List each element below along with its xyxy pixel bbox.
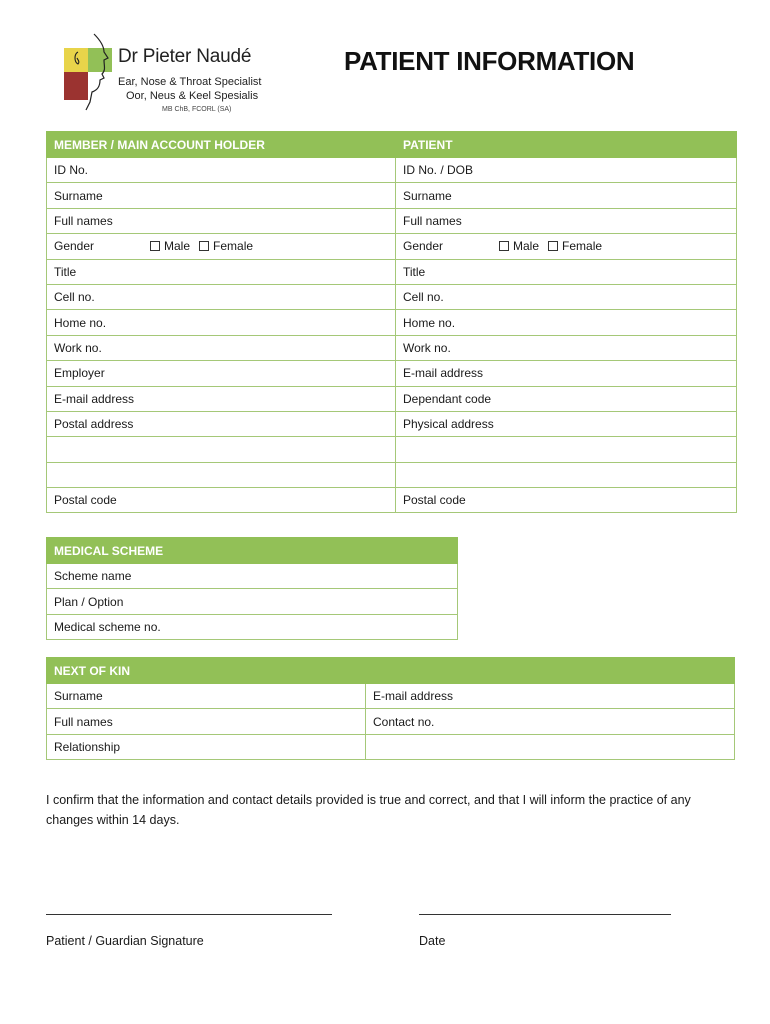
- patient-email-field[interactable]: E-mail address: [396, 361, 737, 386]
- member-postal-code-field[interactable]: Postal code: [47, 488, 396, 513]
- patient-gender-female-option[interactable]: [548, 239, 602, 253]
- member-patient-table: [46, 131, 737, 513]
- next-of-kin-header-blank-2: [477, 658, 735, 684]
- patient-gender-label: Gender: [403, 239, 444, 254]
- patient-address-line-2[interactable]: [396, 437, 737, 462]
- logo-subtitle-afrikaans: Oor, Neus & Keel Spesialis: [126, 90, 259, 102]
- checkbox-icon[interactable]: [499, 241, 509, 251]
- kin-relationship-field[interactable]: Relationship: [47, 734, 366, 759]
- logo-doctor-name: Dr Pieter Naudé: [118, 46, 252, 67]
- patient-surname-field[interactable]: Surname: [396, 183, 737, 208]
- checkbox-icon[interactable]: [199, 241, 209, 251]
- kin-email-field[interactable]: E-mail address: [366, 684, 735, 709]
- member-work-field[interactable]: Work no.: [47, 335, 396, 360]
- patient-postal-code-field[interactable]: Postal code: [396, 488, 737, 513]
- confirmation-statement: I confirm that the information and contact details provided is true and correct, and that I will inform the practice of any changes within 14 days.: [46, 793, 691, 827]
- member-title-field[interactable]: Title: [47, 259, 396, 284]
- member-cell-field[interactable]: Cell no.: [47, 284, 396, 309]
- member-home-field[interactable]: Home no.: [47, 310, 396, 335]
- next-of-kin-table: [46, 657, 735, 760]
- checkbox-icon[interactable]: [150, 241, 160, 251]
- member-employer-field[interactable]: Employer: [47, 361, 396, 386]
- date-label: Date: [419, 934, 446, 948]
- medical-scheme-no-field[interactable]: Medical scheme no.: [47, 614, 458, 639]
- patient-work-field[interactable]: Work no.: [396, 335, 737, 360]
- patient-signature-line[interactable]: [46, 914, 332, 915]
- member-email-field[interactable]: E-mail address: [47, 386, 396, 411]
- checkbox-icon[interactable]: [548, 241, 558, 251]
- member-gender-male-label: Male: [164, 239, 191, 254]
- member-address-line-3[interactable]: [47, 462, 396, 487]
- plan-option-field[interactable]: Plan / Option: [47, 589, 458, 614]
- patient-id-dob-field[interactable]: ID No. / DOB: [396, 158, 737, 183]
- kin-blank-field[interactable]: [366, 734, 735, 759]
- next-of-kin-header: NEXT OF KIN: [47, 658, 366, 684]
- page-title: PATIENT INFORMATION: [344, 46, 635, 76]
- patient-signature-label: Patient / Guardian Signature: [46, 934, 204, 948]
- member-surname-field[interactable]: Surname: [47, 183, 396, 208]
- scheme-name-field[interactable]: Scheme name: [47, 564, 458, 589]
- date-signature-line[interactable]: [419, 914, 671, 915]
- medical-scheme-header: MEDICAL SCHEME: [47, 538, 458, 564]
- logo-subtitle-english: Ear, Nose & Throat Specialist: [118, 76, 262, 88]
- member-full-names-field[interactable]: Full names: [47, 208, 396, 233]
- patient-full-names-field[interactable]: Full names: [396, 208, 737, 233]
- logo-qualifications: MB ChB, FCORL (SA): [162, 106, 232, 113]
- patient-dependant-code-field[interactable]: Dependant code: [396, 386, 737, 411]
- member-address-line-2[interactable]: [47, 437, 396, 462]
- next-of-kin-header-blank-1: [366, 658, 477, 684]
- member-header: MEMBER / MAIN ACCOUNT HOLDER: [47, 132, 396, 158]
- patient-gender-male-option[interactable]: [499, 239, 539, 253]
- kin-full-names-field[interactable]: Full names: [47, 709, 366, 734]
- patient-header: PATIENT: [396, 132, 737, 158]
- patient-gender-male-label: Male: [513, 239, 540, 254]
- patient-gender-female-label: Female: [562, 239, 603, 254]
- patient-cell-field[interactable]: Cell no.: [396, 284, 737, 309]
- member-gender-female-label: Female: [213, 239, 254, 254]
- patient-physical-address-field[interactable]: Physical address: [396, 411, 737, 436]
- patient-address-line-3[interactable]: [396, 462, 737, 487]
- practice-logo: [64, 32, 304, 122]
- kin-contact-field[interactable]: Contact no.: [366, 709, 735, 734]
- kin-surname-field[interactable]: Surname: [47, 684, 366, 709]
- member-postal-address-field[interactable]: Postal address: [47, 411, 396, 436]
- member-id-field[interactable]: ID No.: [47, 158, 396, 183]
- member-gender-male-option[interactable]: [150, 239, 190, 253]
- member-gender-label: Gender: [54, 239, 95, 254]
- patient-title-field[interactable]: Title: [396, 259, 737, 284]
- medical-scheme-table: [46, 537, 458, 640]
- patient-gender-field: [396, 234, 737, 259]
- member-gender-field: [47, 234, 396, 259]
- member-gender-female-option[interactable]: [199, 239, 253, 253]
- logo-mark-icon: [64, 32, 124, 112]
- patient-home-field[interactable]: Home no.: [396, 310, 737, 335]
